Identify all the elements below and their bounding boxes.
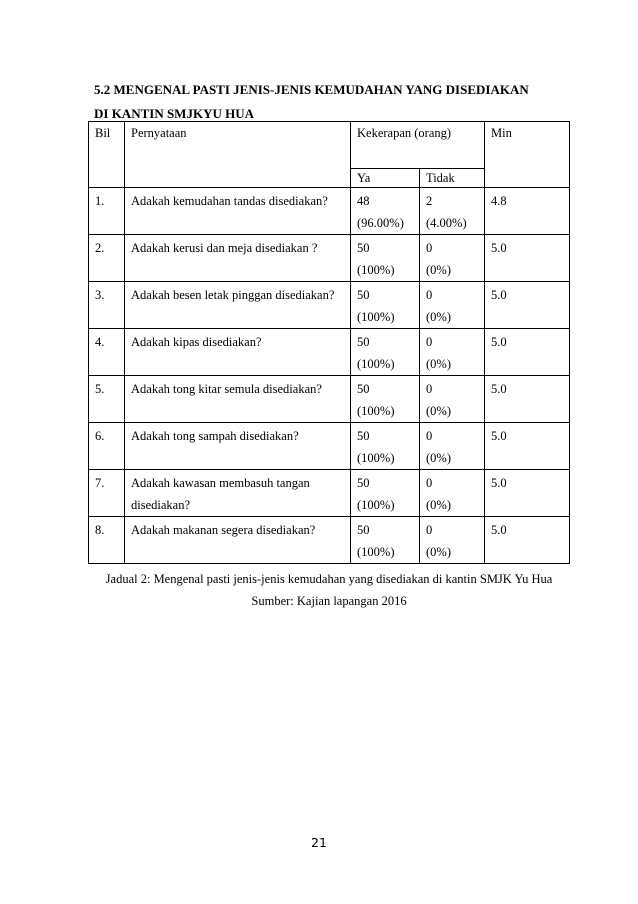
cell-ya-value: 50 xyxy=(357,476,370,490)
cell-bil xyxy=(89,188,125,235)
table-caption xyxy=(88,568,570,612)
cell-tidak xyxy=(420,188,485,235)
cell-tidak xyxy=(420,470,485,517)
header-mean: Min xyxy=(485,122,570,188)
cell-tidak xyxy=(420,423,485,470)
header-frequency: Kekerapan (orang) xyxy=(351,122,485,169)
cell-mean xyxy=(485,235,570,282)
cell-tidak-value: 0 xyxy=(426,476,433,490)
cell-bil-value: 5. xyxy=(95,382,105,396)
cell-bil-value: 4. xyxy=(95,335,105,349)
cell-mean-value: 5.0 xyxy=(491,288,507,302)
cell-tidak-percent: (0%) xyxy=(426,545,451,559)
table-row xyxy=(89,470,570,517)
cell-statement xyxy=(125,517,351,564)
cell-ya-value: 50 xyxy=(357,523,370,537)
cell-mean-value: 5.0 xyxy=(491,523,507,537)
cell-tidak-value: 0 xyxy=(426,335,433,349)
table-row xyxy=(89,188,570,235)
cell-ya xyxy=(351,282,420,329)
table-caption-source: Sumber: Kajian lapangan 2016 xyxy=(251,594,407,608)
cell-tidak-percent: (0%) xyxy=(426,310,451,324)
cell-tidak-percent: (0%) xyxy=(426,498,451,512)
header-tidak: Tidak xyxy=(420,169,485,188)
cell-statement xyxy=(125,188,351,235)
table-row xyxy=(89,423,570,470)
cell-tidak-value: 0 xyxy=(426,241,433,255)
cell-bil-value: 6. xyxy=(95,429,105,443)
cell-tidak-percent: (0%) xyxy=(426,451,451,465)
cell-bil xyxy=(89,470,125,517)
cell-statement xyxy=(125,423,351,470)
survey-table xyxy=(88,121,570,564)
cell-bil xyxy=(89,517,125,564)
cell-mean-value: 5.0 xyxy=(491,241,507,255)
cell-statement-value: Adakah makanan segera disediakan? xyxy=(131,523,316,537)
cell-ya xyxy=(351,470,420,517)
table-row xyxy=(89,517,570,564)
section-heading xyxy=(94,78,564,126)
cell-mean-value: 5.0 xyxy=(491,476,507,490)
cell-tidak xyxy=(420,517,485,564)
cell-mean xyxy=(485,282,570,329)
cell-ya-percent: (100%) xyxy=(357,357,395,371)
cell-ya-percent: (96.00%) xyxy=(357,216,404,230)
cell-ya-value: 50 xyxy=(357,335,370,349)
table-row xyxy=(89,282,570,329)
cell-statement-value: Adakah kerusi dan meja disediakan ? xyxy=(131,241,318,255)
header-statement: Pernyataan xyxy=(125,122,351,188)
cell-tidak-percent: (0%) xyxy=(426,404,451,418)
cell-ya-value: 48 xyxy=(357,194,370,208)
section-heading-line-1: 5.2 MENGENAL PASTI JENIS-JENIS KEMUDAHAN YANG DISEDIAKAN xyxy=(94,82,529,97)
cell-tidak-value: 2 xyxy=(426,194,433,208)
cell-ya-percent: (100%) xyxy=(357,498,395,512)
cell-statement-value: Adakah tong sampah disediakan? xyxy=(131,429,299,443)
cell-tidak-percent: (0%) xyxy=(426,357,451,371)
cell-bil xyxy=(89,376,125,423)
cell-ya xyxy=(351,188,420,235)
cell-mean xyxy=(485,423,570,470)
cell-bil xyxy=(89,282,125,329)
cell-ya-value: 50 xyxy=(357,429,370,443)
cell-mean xyxy=(485,376,570,423)
cell-tidak xyxy=(420,329,485,376)
cell-mean-value: 5.0 xyxy=(491,429,507,443)
cell-ya-percent: (100%) xyxy=(357,310,395,324)
cell-statement-value: Adakah kawasan membasuh tangan disediakan? xyxy=(131,476,310,512)
cell-tidak-value: 0 xyxy=(426,382,433,396)
cell-ya xyxy=(351,423,420,470)
cell-statement-value: Adakah kipas disediakan? xyxy=(131,335,262,349)
cell-bil-value: 2. xyxy=(95,241,105,255)
table-row xyxy=(89,235,570,282)
cell-statement-value: Adakah kemudahan tandas disediakan? xyxy=(131,194,328,208)
cell-bil-value: 1. xyxy=(95,194,105,208)
header-ya: Ya xyxy=(351,169,420,188)
cell-ya-percent: (100%) xyxy=(357,451,395,465)
cell-ya-percent: (100%) xyxy=(357,404,395,418)
cell-mean xyxy=(485,470,570,517)
cell-mean xyxy=(485,517,570,564)
cell-mean-value: 5.0 xyxy=(491,335,507,349)
cell-bil xyxy=(89,235,125,282)
cell-tidak-value: 0 xyxy=(426,429,433,443)
table-row xyxy=(89,376,570,423)
cell-tidak xyxy=(420,376,485,423)
cell-mean-value: 5.0 xyxy=(491,382,507,396)
section-heading-line-2: DI KANTIN SMJKYU HUA xyxy=(94,106,254,121)
cell-mean xyxy=(485,329,570,376)
cell-statement-value: Adakah besen letak pinggan disediakan? xyxy=(131,288,335,302)
cell-bil-value: 8. xyxy=(95,523,105,537)
cell-ya xyxy=(351,235,420,282)
cell-tidak-value: 0 xyxy=(426,288,433,302)
page-number: 21 xyxy=(311,835,327,850)
cell-tidak-percent: (0%) xyxy=(426,263,451,277)
cell-bil xyxy=(89,329,125,376)
cell-bil-value: 7. xyxy=(95,476,105,490)
cell-ya-value: 50 xyxy=(357,382,370,396)
cell-ya-percent: (100%) xyxy=(357,545,395,559)
cell-ya xyxy=(351,376,420,423)
cell-mean xyxy=(485,188,570,235)
cell-tidak xyxy=(420,282,485,329)
cell-tidak-percent: (4.00%) xyxy=(426,216,467,230)
cell-ya xyxy=(351,517,420,564)
cell-bil-value: 3. xyxy=(95,288,105,302)
header-bil: Bil xyxy=(89,122,125,188)
cell-ya-percent: (100%) xyxy=(357,263,395,277)
table-header-row xyxy=(89,122,570,169)
cell-tidak xyxy=(420,235,485,282)
cell-ya-value: 50 xyxy=(357,288,370,302)
cell-statement xyxy=(125,329,351,376)
cell-statement xyxy=(125,470,351,517)
cell-ya-value: 50 xyxy=(357,241,370,255)
table-caption-title: Jadual 2: Mengenal pasti jenis-jenis kemudahan yang disediakan di kantin SMJK Yu Hua xyxy=(105,572,553,586)
cell-tidak-value: 0 xyxy=(426,523,433,537)
cell-statement xyxy=(125,376,351,423)
cell-statement xyxy=(125,282,351,329)
cell-ya xyxy=(351,329,420,376)
cell-statement-value: Adakah tong kitar semula disediakan? xyxy=(131,382,322,396)
cell-statement xyxy=(125,235,351,282)
cell-mean-value: 4.8 xyxy=(491,194,507,208)
cell-bil xyxy=(89,423,125,470)
table-row xyxy=(89,329,570,376)
